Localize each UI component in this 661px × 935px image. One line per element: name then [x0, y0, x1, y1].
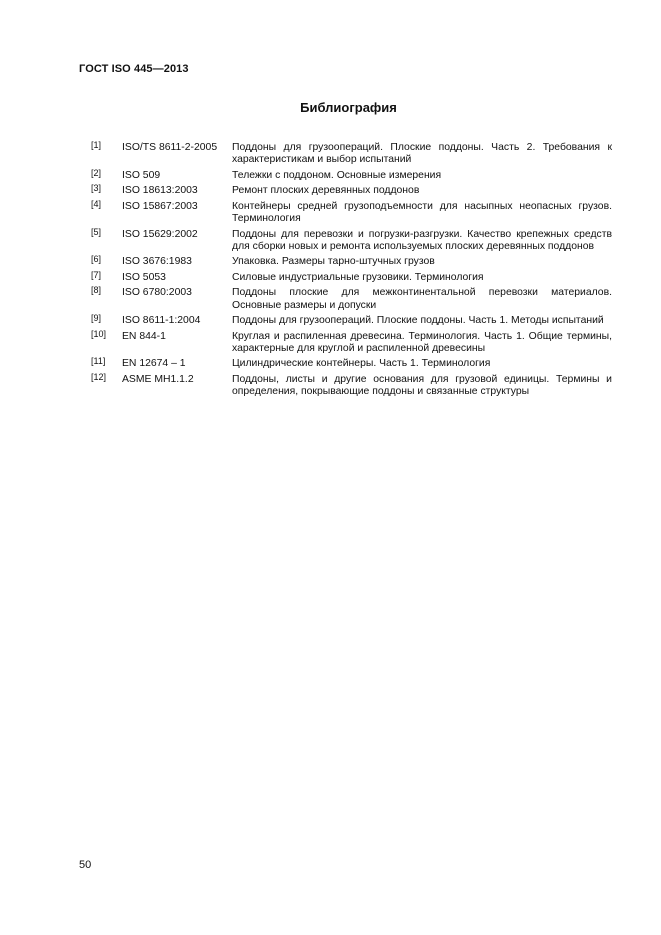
- bibliography-list: [85, 142, 612, 402]
- page-number: 50: [79, 859, 92, 871]
- entry-standard-code: EN 12674 – 1: [122, 358, 186, 370]
- entry-description: Упаковка. Размеры тарно-штучных грузов: [232, 256, 435, 268]
- entry-number: [11]: [91, 356, 106, 367]
- entry-description: Поддоны для грузоопераций. Плоские поддоны. Часть 2. Требования к характеристикам и выбор испытаний: [232, 142, 612, 166]
- entry-number: [2]: [91, 167, 102, 178]
- entry-number: [4]: [91, 198, 102, 209]
- entry-number: [7]: [91, 269, 102, 280]
- entry-description: Круглая и распиленная древесина. Терминология. Часть 1. Общие термины, характерные для круглой и распиленной древесины: [232, 330, 612, 354]
- entry-standard-code: ISO 509: [122, 169, 161, 181]
- bibliography-title-text: Библиография: [300, 100, 397, 115]
- bibliography-entry: [85, 358, 612, 370]
- bibliography-entry: [85, 167, 612, 182]
- entry-description: Силовые индустриальные грузовики. Терминология: [232, 271, 484, 283]
- entry-description: Поддоны плоские для межконтинентальной перевозки материалов. Основные размеры и допуски: [232, 287, 612, 311]
- bibliography-entry: [85, 371, 612, 399]
- entry-standard-code: ISO 8611-1:2004: [122, 315, 201, 327]
- bibliography-entry: [85, 328, 612, 356]
- entry-standard-code: ISO 6780:2003: [122, 287, 192, 299]
- entry-number: [8]: [91, 285, 102, 296]
- entry-standard-code: ISO 5053: [122, 271, 166, 283]
- entry-description: Тележки с поддоном. Основные измерения: [232, 169, 442, 181]
- entry-description: Цилиндрические контейнеры. Часть 1. Терминология: [232, 358, 491, 370]
- entry-standard-code: ASME MH1.1.2: [122, 373, 194, 385]
- bibliography-entry: [85, 287, 612, 312]
- bibliography-entry: [85, 198, 612, 226]
- bibliography-entry: [85, 269, 612, 284]
- document-header: ГОСТ ISO 445—2013: [79, 63, 189, 75]
- entry-standard-code: ISO 15867:2003: [122, 200, 198, 212]
- entry-standard-code: ISO/TS 8611-2-2005: [122, 142, 218, 153]
- entry-number: [9]: [91, 313, 102, 324]
- entry-number: [5]: [91, 226, 102, 237]
- entry-standard-code: ISO 3676:1983: [122, 256, 192, 268]
- bibliography-title: [0, 100, 661, 115]
- entry-standard-code: EN 844-1: [122, 330, 166, 342]
- bibliography-entry: [85, 185, 612, 197]
- entry-description: Ремонт плоских деревянных поддонов: [232, 185, 420, 197]
- entry-number: [10]: [91, 328, 107, 339]
- bibliography-entry: [85, 226, 612, 254]
- entry-number: [6]: [91, 254, 102, 265]
- entry-number: [3]: [91, 183, 102, 194]
- bibliography-entry: [85, 315, 612, 327]
- entry-description: Поддоны для грузоопераций. Плоские поддоны. Часть 1. Методы испытаний: [232, 315, 604, 327]
- bibliography-entry: [85, 256, 612, 268]
- entry-description: Контейнеры средней грузоподъемности для насыпных неопасных грузов. Терминология: [232, 200, 612, 225]
- entry-number: [1]: [91, 140, 102, 150]
- bibliography-entry: [85, 142, 612, 167]
- entry-number: [12]: [91, 371, 107, 382]
- entry-description: Поддоны для перевозки и погрузки-разгрузки. Качество крепежных средств для сборки новых и ремонта используемых плоских деревянных поддонов: [232, 228, 612, 252]
- entry-standard-code: ISO 15629:2002: [122, 228, 198, 240]
- entry-description: Поддоны, листы и другие основания для грузовой единицы. Термины и определения, покрывающие поддоны и связанные структуры: [232, 373, 612, 398]
- entry-standard-code: ISO 18613:2003: [122, 185, 198, 197]
